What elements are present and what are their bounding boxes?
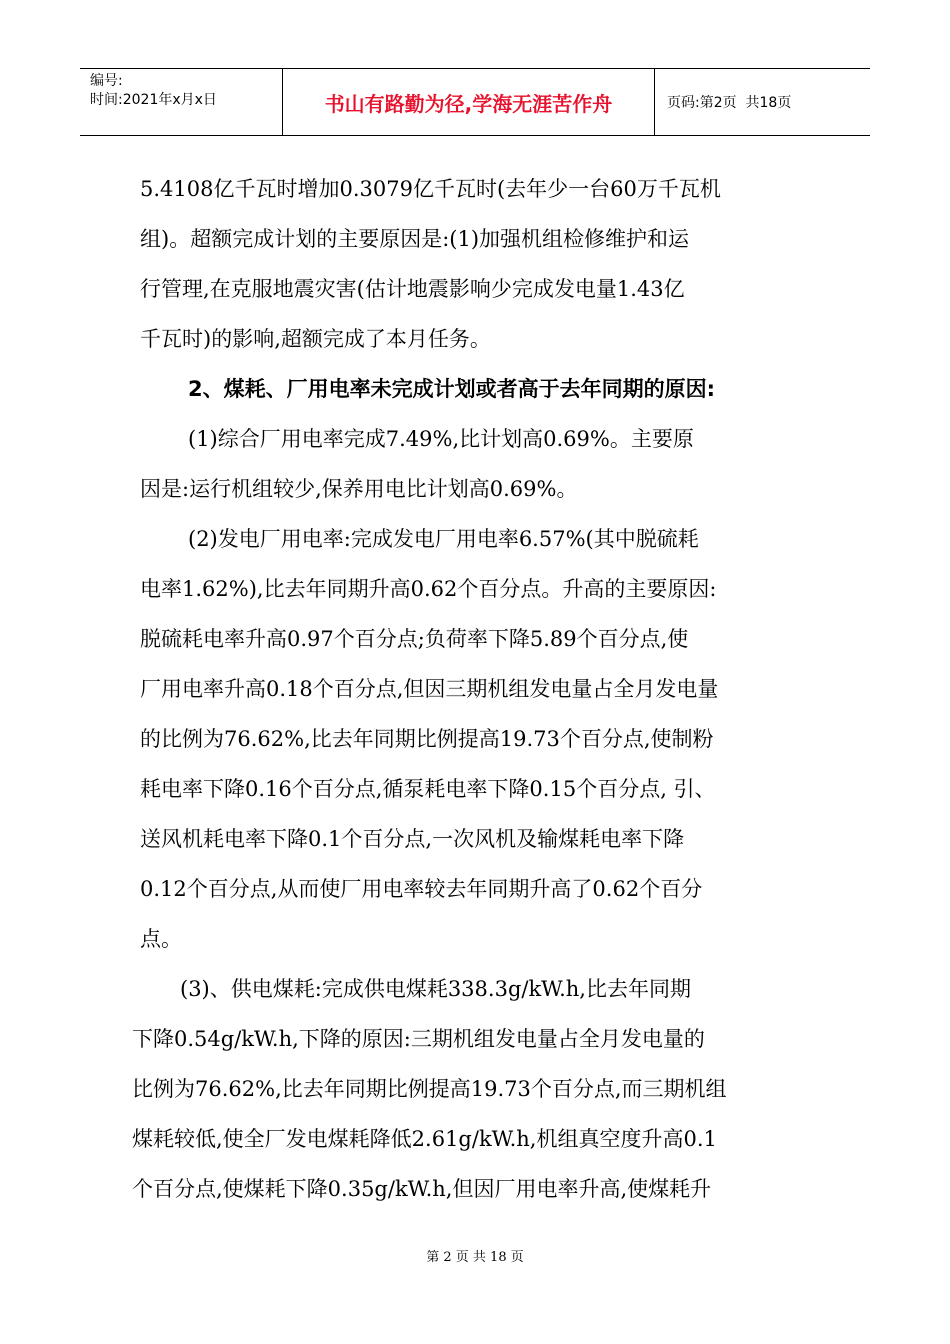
page-label: 页码:第2页 共18页 — [667, 95, 792, 111]
text-line: 送风机耗电率下降0.1个百分点,一次风机及输煤耗电率下降 — [140, 827, 685, 851]
number-label: 编号: — [90, 73, 123, 89]
text-line: 比例为76.62%,比去年同期比例提高19.73个百分点,而三期机组 — [132, 1077, 727, 1101]
text-line: 组)。超额完成计划的主要原因是:(1)加强机组检修维护和运 — [140, 227, 690, 251]
header-page — [655, 69, 870, 135]
text-line: 脱硫耗电率升高0.97个百分点;负荷率下降5.89个百分点,使 — [140, 627, 689, 651]
motto-text: 书山有路勤为径,学海无涯苦作舟 — [324, 91, 613, 116]
text-line: 千瓦时)的影响,超额完成了本月任务。 — [140, 327, 491, 351]
section-heading: 2、煤耗、厂用电率未完成计划或者高于去年同期的原因: — [188, 377, 716, 401]
text-line: 5.4108亿千瓦时增加0.3079亿千瓦时(去年少一台60万千瓦机 — [140, 177, 721, 201]
text-line: 下降0.54g/kW.h,下降的原因:三期机组发电量占全月发电量的 — [132, 1027, 705, 1051]
text-line: 煤耗较低,使全厂发电煤耗降低2.61g/kW.h,机组真空度升高0.1 — [132, 1127, 717, 1151]
text-line: 厂用电率升高0.18个百分点,但因三期机组发电量占全月发电量 — [140, 677, 719, 701]
footer-page-number: 第 2 页 共 18 页 — [426, 1250, 524, 1265]
text-line: (3)、供电煤耗:完成供电煤耗338.3g/kW.h,比去年同期 — [180, 977, 691, 1001]
text-line: 因是:运行机组较少,保养用电比计划高0.69%。 — [140, 477, 578, 501]
text-line: 点。 — [140, 927, 182, 951]
text-line: 行管理,在克服地震灾害(估计地震影响少完成发电量1.43亿 — [140, 277, 685, 301]
time-label: 时间:2021年x月x日 — [90, 92, 217, 108]
text-line: 个百分点,使煤耗下降0.35g/kW.h,但因厂用电率升高,使煤耗升 — [132, 1177, 712, 1201]
text-line: 耗电率下降0.16个百分点,循泵耗电率下降0.15个百分点, 引、 — [140, 777, 716, 801]
text-line: 的比例为76.62%,比去年同期比例提高19.73个百分点,使制粉 — [140, 727, 714, 751]
text-line: 电率1.62%),比去年同期升高0.62个百分点。升高的主要原因: — [140, 577, 717, 601]
page-header — [80, 68, 870, 136]
text-line: (2)发电厂用电率:完成发电厂用电率6.57%(其中脱硫耗 — [188, 527, 699, 551]
text-line: (1)综合厂用电率完成7.49%,比计划高0.69%。主要原 — [188, 427, 694, 451]
header-meta — [80, 69, 283, 135]
header-motto — [283, 69, 655, 135]
text-line: 0.12个百分点,从而使厂用电率较去年同期升高了0.62个百分 — [140, 877, 703, 901]
page-footer — [0, 1246, 950, 1265]
document-body — [132, 164, 820, 1214]
